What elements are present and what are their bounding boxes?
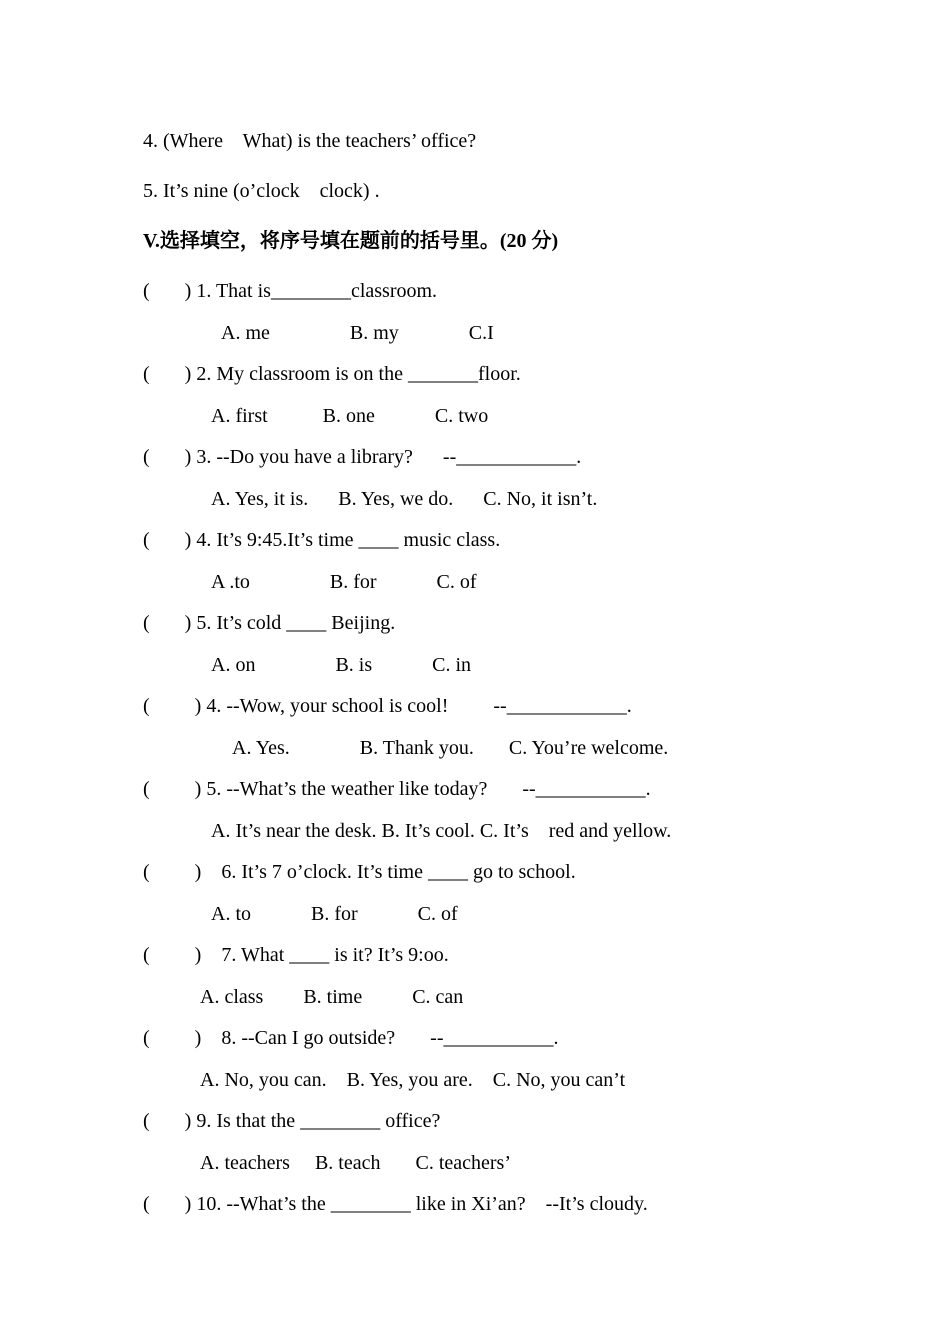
question-options: A. No, you can. B. Yes, you are. C. No, you can’t (200, 1069, 626, 1091)
question-options: A. It’s near the desk. B. It’s cool. C. It’s red and yellow. (211, 820, 672, 842)
section-heading: V.选择填空，将序号填在题前的括号里。(20 分) (143, 230, 559, 252)
prev-item-5: 5. It’s nine (o’clock clock) . (143, 180, 380, 202)
question-options: A. to B. for C. of (211, 903, 458, 925)
question-stem: ( ) 10. --What’s the ________ like in Xi’an? --It’s cloudy. (143, 1193, 648, 1215)
question-stem: ( ) 4. --Wow, your school is cool! --____________. (143, 695, 632, 717)
question-stem: ( ) 5. --What’s the weather like today? --___________. (143, 778, 651, 800)
question-options: A. me B. my C.I (221, 322, 494, 344)
question-options: A. on B. is C. in (211, 654, 472, 676)
question-stem: ( ) 1. That is________classroom. (143, 280, 438, 302)
question-options: A. teachers B. teach C. teachers’ (200, 1152, 511, 1174)
question-options: A. first B. one C. two (211, 405, 489, 427)
question-stem: ( ) 7. What ____ is it? It’s 9:oo. (143, 944, 449, 966)
question-options: A .to B. for C. of (211, 571, 477, 593)
question-stem: ( ) 9. Is that the ________ office? (143, 1110, 441, 1132)
question-options: A. Yes. B. Thank you. C. You’re welcome. (232, 737, 669, 759)
question-stem: ( ) 2. My classroom is on the _______floor. (143, 363, 521, 385)
prev-item-4: 4. (Where What) is the teachers’ office? (143, 130, 477, 152)
question-stem: ( ) 6. It’s 7 o’clock. It’s time ____ go to school. (143, 861, 576, 883)
question-stem: ( ) 8. --Can I go outside? --___________. (143, 1027, 559, 1049)
question-stem: ( ) 3. --Do you have a library? --____________. (143, 446, 582, 468)
question-options: A. Yes, it is. B. Yes, we do. C. No, it isn’t. (211, 488, 598, 510)
question-options: A. class B. time C. can (200, 986, 464, 1008)
question-stem: ( ) 4. It’s 9:45.It’s time ____ music class. (143, 529, 501, 551)
question-stem: ( ) 5. It’s cold ____ Beijing. (143, 612, 396, 634)
